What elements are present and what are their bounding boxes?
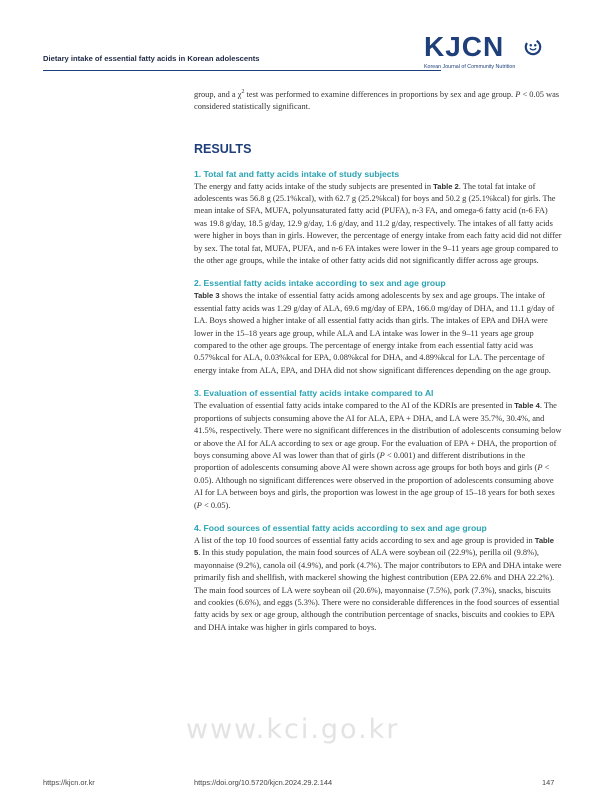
section-paragraph: Table 3 shows the intake of essential fatty acids among adolescents by sex and age groups. The intake of essential fatty acids was 1.29 g/day of ALA, 69.6 mg/day of EPA, 166.0 mg/day of DHA, and 11.1 g/day of LA. Boys showed a higher intake of all essential fatty acids than girls. The intakes of EPA and DHA were lower in the 15–18 years age group, while ALA and LA intake was lower in the 9–11 years age group compared to the other age groups. The percentage of energy intake from each essential fatty acid was 0.57%kcal for ALA, 0.03%kcal for EPA, 0.08%kcal for DHA, and 4.89%kcal for LA. The percentage of energy intake from ALA, EPA, and DHA did not show significant differences depending on the age group.: [194, 291, 555, 375]
section-heading: 1. Total fat and fatty acids intake of study subjects: [194, 168, 400, 179]
article-body: [194, 86, 562, 634]
running-title: Dietary intake of essential fatty acids in Korean adolescents: [43, 54, 260, 63]
results-heading: RESULTS: [194, 141, 252, 156]
section-heading: 2. Essential fatty acids intake according to sex and age group: [194, 278, 446, 289]
doi-link[interactable]: https://doi.org/10.5720/kjcn.2024.29.2.144: [194, 778, 333, 787]
table-reference: Table 2: [433, 181, 459, 191]
table-reference: Table 4: [514, 401, 540, 411]
section-paragraph: The evaluation of essential fatty acids intake compared to the AI of the KDRIs are presented in Table 4. The proportions of subjects consuming above the AI for ALA, EPA + DHA, and LA were 35.7%, 30.4%, and 41.5%, respectively. There were no significant differences in the distribution of adolescents consuming below or above the AI for ALA according to sex or age group. For the evaluation of EPA + DHA, the proportion of boys consuming above AI was lower than that of girls (P < 0.001) and different distributions in the proportion of adolescents consuming above AI were shown across age groups for both boys and girls (P < 0.05). Although no significant differences were observed in the proportion of adolescents consuming above AI for LA between boys and girls, the proportion was lowest in the age group of 15–18 years for both sexes (P < 0.05).: [194, 401, 562, 510]
intro-paragraph: group, and a $\chi^2$ test was performed to examine differences in proportions by sex and age group. P < 0.05 was considered statistically significant.: [194, 89, 560, 112]
page-number: 147: [542, 778, 555, 787]
logo-smile-icon: [524, 38, 542, 56]
logo-subtitle: Korean Journal of Community Nutrition: [424, 64, 516, 70]
header-divider: [43, 70, 441, 71]
section-paragraph: A list of the top 10 food sources of essential fatty acids according to sex and age group is provided in Table 5. In this study population, the main food sources of ALA were soybean oil (22.9%), perilla oil (9.8%), mayonnaise (9.2%), canola oil (4.9%), and pork (4.7%). The major contributors to EPA and DHA intake were primarily fish and shellfish, with mackerel showing the highest contribution (EPA 22.6% and DHA 22.2%). The main food sources of LA were soybean oil (20.6%), mayonnaise (7.5%), pork (7.3%), snacks, biscuits and cookies (6.6%), and eggs (5.3%). There were no considerable differences in the food sources of essential fatty acids by sex or age group, although the contribution percentage of snacks, biscuits and cookies to EPA and DHA intake was higher in girls compared to boys.: [194, 535, 562, 632]
section-heading: 4. Food sources of essential fatty acids according to sex and age group: [194, 522, 487, 533]
table-reference: Table 3: [194, 291, 220, 301]
journal-url-link[interactable]: https://kjcn.or.kr: [43, 778, 95, 787]
section-heading: 3. Evaluation of essential fatty acids intake compared to AI: [194, 388, 434, 399]
journal-logo: [424, 30, 552, 74]
section-paragraph: The energy and fatty acids intake of the study subjects are presented in Table 2. The total fat intake of adolescents was 56.8 g (25.1%kcal), with 62.7 g (25.2%kcal) for boys and 50.2 g (25.1%kcal) for girls. The mean intake of SFA, MUFA, polyunsaturated fatty acid (PUFA), n-3 FA, and omega-6 fatty acid (n-6 FA) was 19.8 g/day, 18.5 g/day, 12.9 g/day, 1.6 g/day, and 11.2 g/day, respectively. The intakes of all fatty acids were higher in boys than in girls. However, the percentage of energy intake from each fatty acid did not differ by sex. The total fat, MUFA, PUFA, and n-6 FA intakes were lower in the 9–11 years age group compared to the other age groups, while the intake of other fatty acids did not significantly differ across age groups.: [194, 181, 562, 266]
watermark: www.kci.go.kr: [186, 714, 400, 745]
logo-text: KJCN: [424, 31, 505, 62]
table-reference: Table 5: [194, 535, 555, 558]
